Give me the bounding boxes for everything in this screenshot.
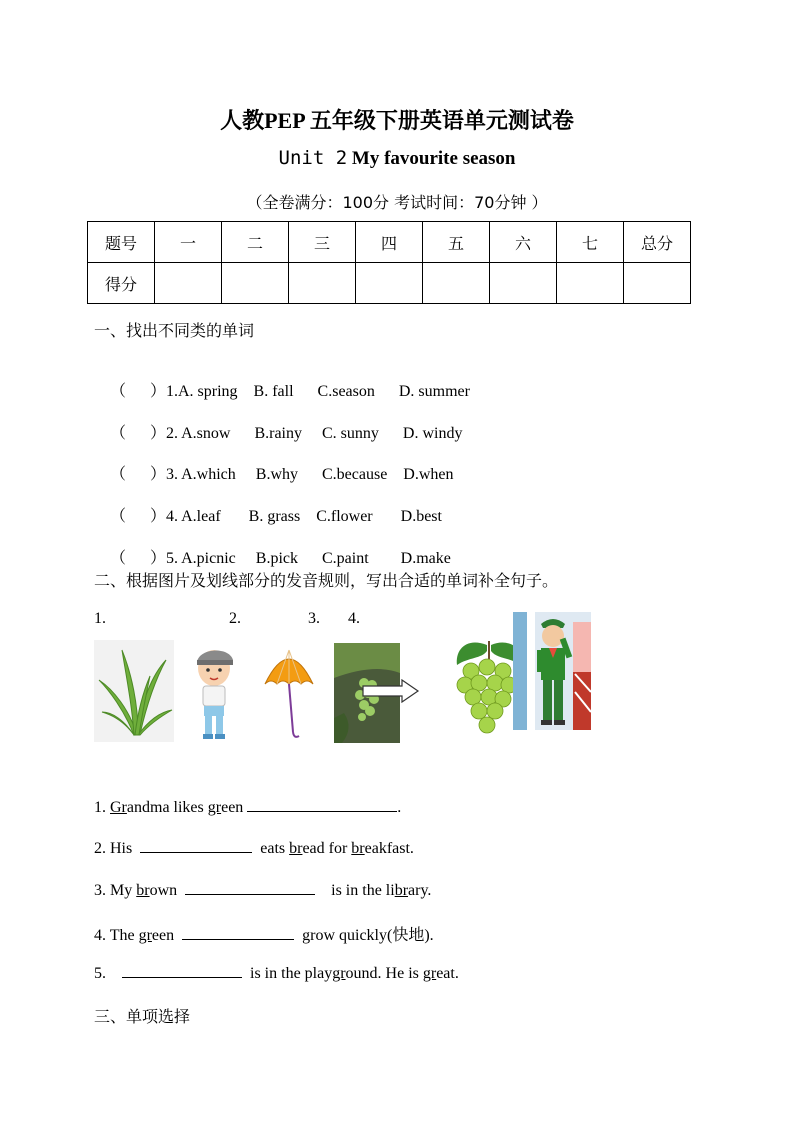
question-text: 5. A.picnic B.pick C.paint D.make <box>166 550 451 567</box>
score-table-score-row <box>88 263 691 304</box>
sentence-number: 5. <box>94 965 106 982</box>
umbrella-icon <box>263 644 315 742</box>
score-cell <box>557 263 624 304</box>
page-title: 人教PEP 五年级下册英语单元测试卷 <box>220 108 574 133</box>
unit-prefix: Unit 2 <box>278 147 348 169</box>
underlined-sound: Gr <box>110 799 127 816</box>
underlined-sound: br <box>136 882 150 899</box>
score-cell <box>222 263 289 304</box>
answer-paren: （ ） <box>110 508 167 525</box>
underlined-sound: gr <box>332 965 346 982</box>
score-cell: 得分 <box>88 263 155 304</box>
underlined-sound: gr <box>207 799 222 816</box>
fill-sentence-3 <box>94 880 431 900</box>
question-row <box>102 402 462 443</box>
score-cell <box>624 263 691 304</box>
score-cell: 二 <box>222 222 289 263</box>
fill-sentence-4 <box>94 922 434 945</box>
sentence-text: . <box>397 799 402 816</box>
score-cell: 七 <box>557 222 624 263</box>
unit-title <box>0 147 794 170</box>
underlined-sound: gr <box>138 927 152 944</box>
score-cell: 四 <box>356 222 423 263</box>
sentence-number: 2. His <box>94 840 137 857</box>
question-row <box>102 443 454 484</box>
unit-name: My favourite season <box>351 148 516 169</box>
sentence-text: ary. <box>408 882 432 899</box>
grandpa-icon <box>513 612 591 730</box>
sentence-text: andma likes <box>126 799 208 816</box>
score-cell <box>490 263 557 304</box>
fill-sentence-2 <box>94 838 414 858</box>
sentence-number: 1. <box>94 799 110 816</box>
section3-heading: 三、单项选择 <box>94 1007 191 1026</box>
sentence-text: een <box>151 927 175 944</box>
answer-paren: （ ） <box>110 425 167 442</box>
score-cell <box>289 263 356 304</box>
score-cell <box>155 263 222 304</box>
fill-sentence-1 <box>94 797 401 817</box>
sentence-text: own <box>149 882 178 899</box>
section2-heading: 二、根据图片及划线部分的发音规则，写出合适的单词补全句子。 <box>94 571 559 590</box>
sentence-text: is in the li <box>331 882 395 899</box>
answer-blank[interactable] <box>140 838 252 853</box>
picture-label: 2. <box>229 610 241 627</box>
section1-heading: 一、找出不同类的单词 <box>94 321 255 340</box>
score-cell: 五 <box>423 222 490 263</box>
answer-blank[interactable] <box>182 925 294 940</box>
question-row <box>102 360 470 401</box>
picture-label: 4. <box>348 610 360 627</box>
score-cell: 六 <box>490 222 557 263</box>
question-text: 3. A.which B.why C.because D.when <box>166 466 454 483</box>
score-table <box>87 221 691 304</box>
sentence-text: ound. He is <box>345 965 423 982</box>
grass-plant-icon <box>94 640 174 742</box>
picture-label: 1. <box>94 610 106 627</box>
answer-blank[interactable] <box>247 797 397 812</box>
sentence-text: een <box>221 799 244 816</box>
score-table-header-row <box>88 222 691 263</box>
picture-label: 3. <box>308 610 320 627</box>
exam-note: （全卷满分：100分 考试时间：70分钟 ） <box>246 193 548 212</box>
answer-paren: （ ） <box>110 550 167 567</box>
underlined-sound: gr <box>422 965 437 982</box>
answer-blank[interactable] <box>122 963 242 978</box>
question-row <box>102 527 451 568</box>
underlined-sound: br <box>351 840 365 857</box>
score-cell: 总分 <box>624 222 691 263</box>
question-text: 1.A. spring B. fall C.season D. summer <box>166 383 470 400</box>
score-cell: 题号 <box>88 222 155 263</box>
underlined-sound: br <box>394 882 409 899</box>
sentence-text: ead for <box>302 840 352 857</box>
question-text: 4. A.leaf B. grass C.flower D.best <box>166 508 442 525</box>
boy-icon <box>189 640 239 742</box>
answer-blank[interactable] <box>185 880 315 895</box>
sentence-text: eakfast. <box>364 840 414 857</box>
score-cell: 一 <box>155 222 222 263</box>
sentence-number: 3. My <box>94 882 137 899</box>
answer-paren: （ ） <box>110 466 167 483</box>
question-text: 2. A.snow B.rainy C. sunny D. windy <box>166 425 463 442</box>
fill-sentence-5 <box>94 963 459 983</box>
answer-paren: （ ） <box>110 383 167 400</box>
score-cell <box>356 263 423 304</box>
score-cell: 三 <box>289 222 356 263</box>
sentence-text: eat. <box>436 965 459 982</box>
arrow-right-icon <box>362 679 420 703</box>
score-cell <box>423 263 490 304</box>
underlined-sound: br <box>289 840 303 857</box>
question-row <box>102 485 442 526</box>
sentence-number: 4. The <box>94 927 139 944</box>
sentence-text: eats <box>256 840 290 857</box>
sentence-text: is in the play <box>246 965 333 982</box>
sentence-text: grow quickly(快地). <box>298 927 434 944</box>
